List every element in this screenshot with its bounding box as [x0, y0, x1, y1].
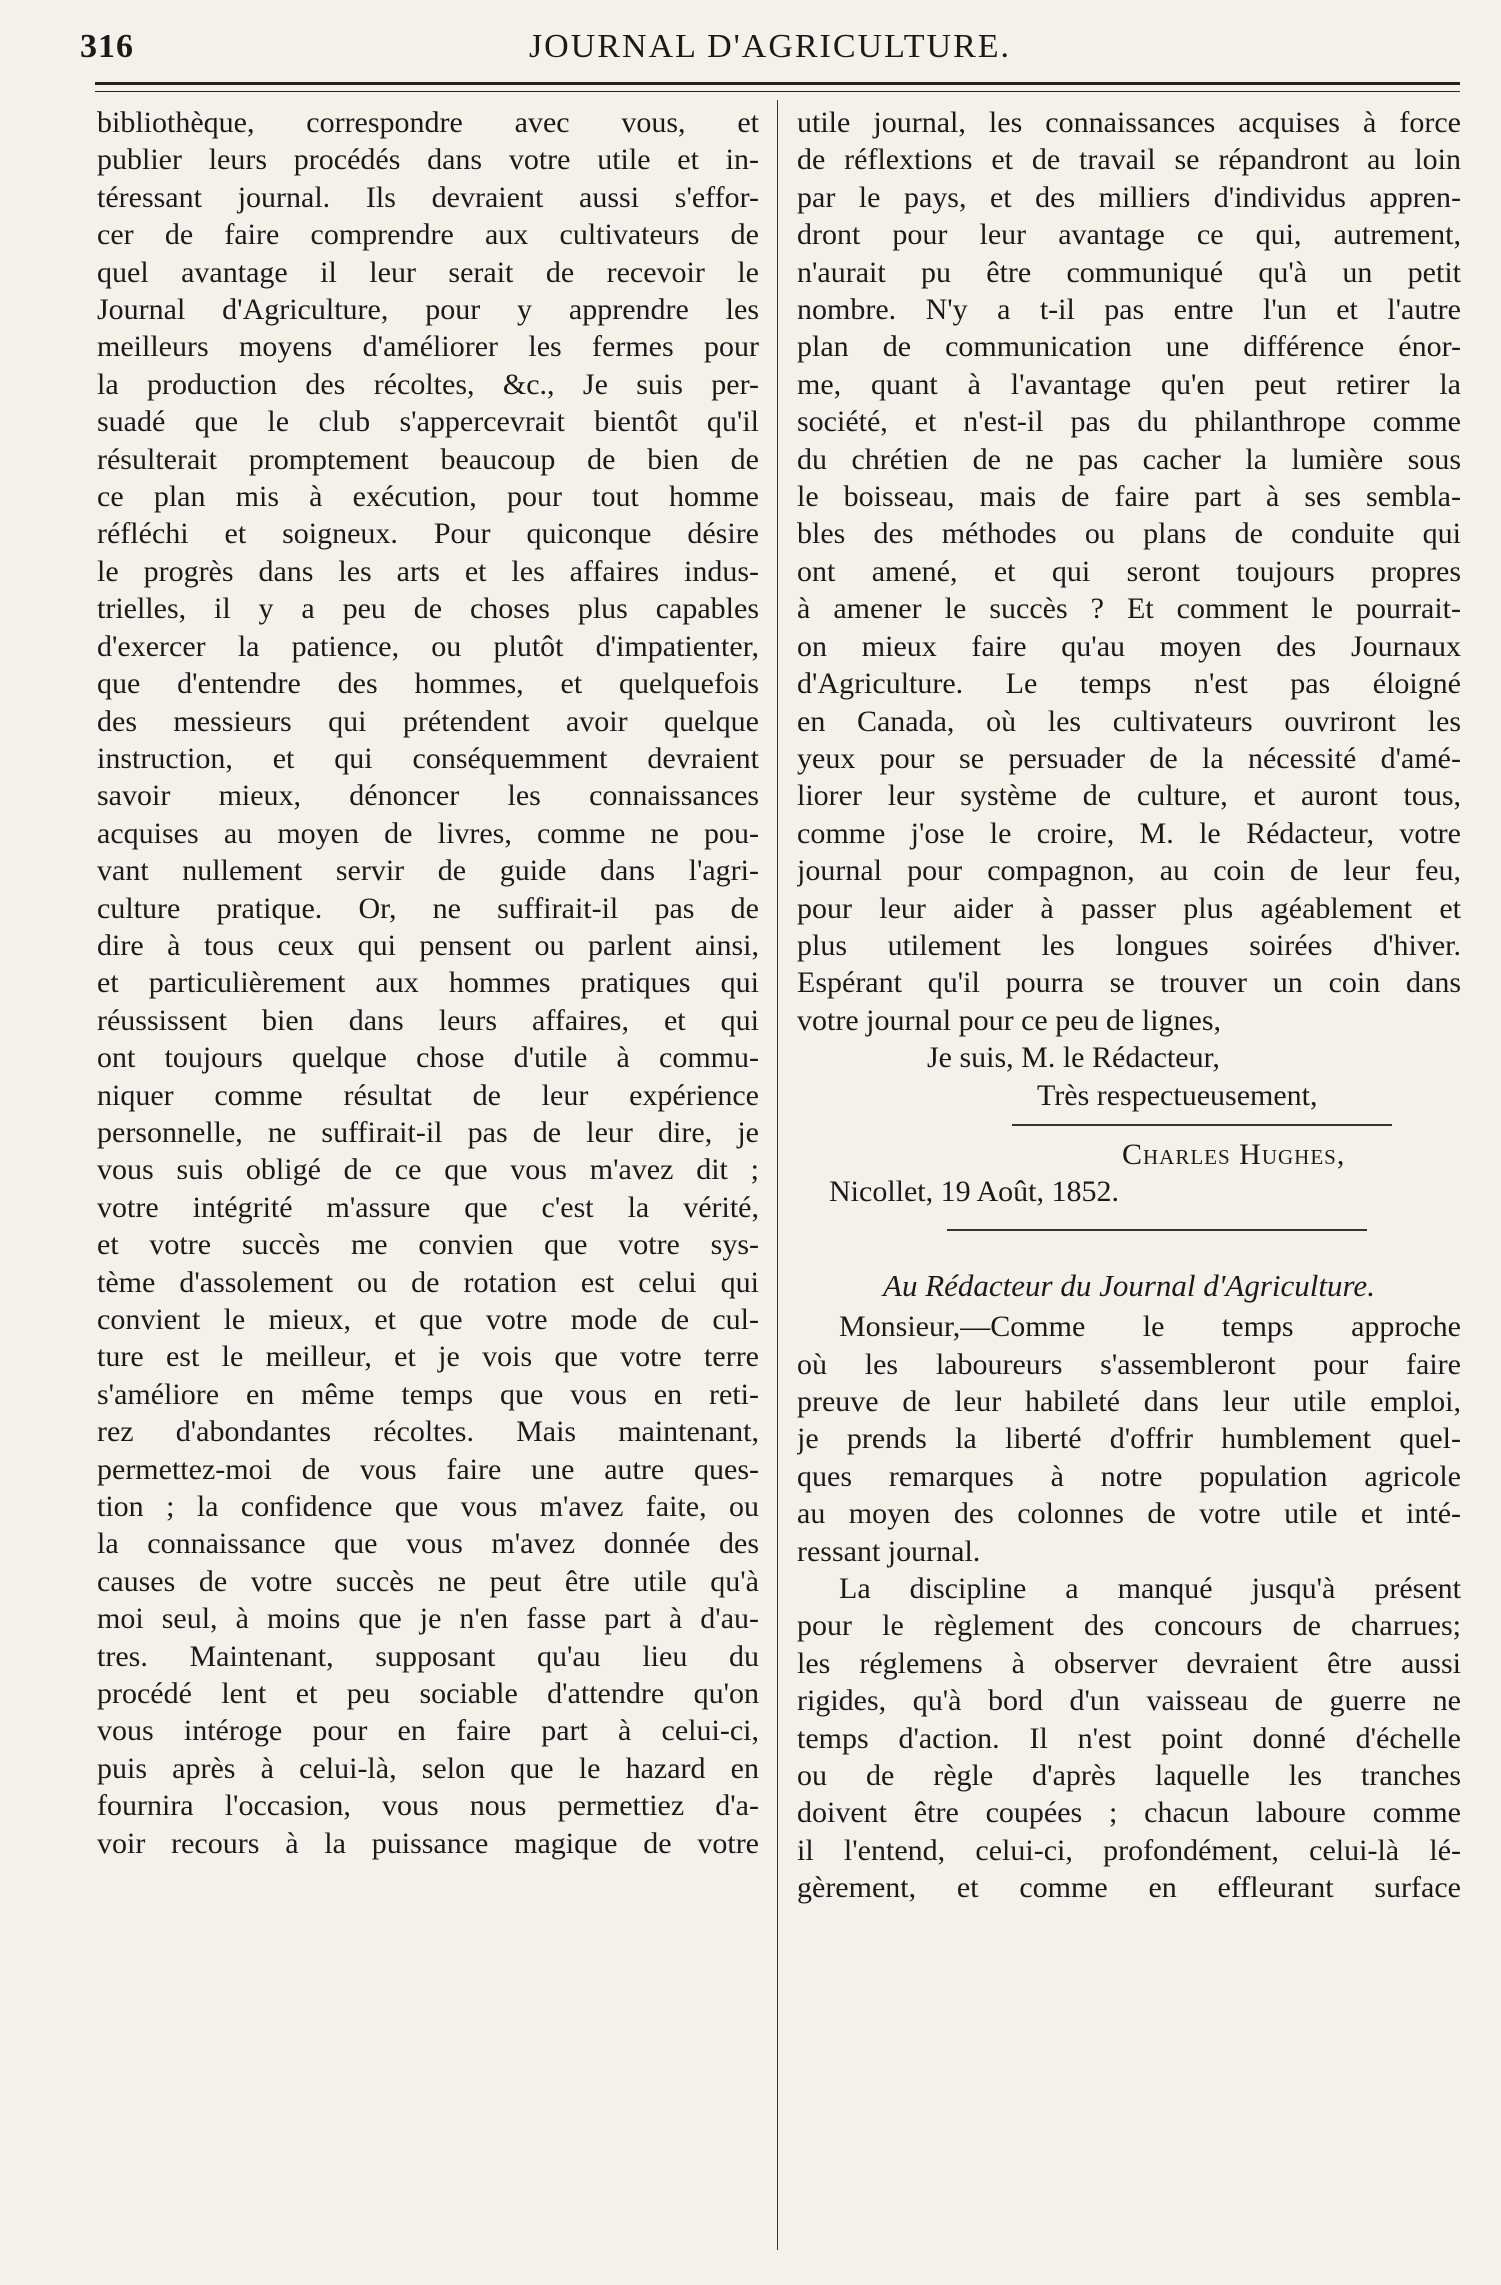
text-line: les réglemens à observer devraient être aussi — [797, 1646, 1461, 1680]
text-line: moi seul, à moins que je n'en fasse part à d'au- — [97, 1602, 759, 1636]
text-line: causes de votre succès ne peut être utile qu'à — [97, 1564, 759, 1598]
text-line: Journal d'Agriculture, pour y apprendre les — [97, 293, 759, 327]
text-line: en Canada, où les cultivateurs ouvriront les — [797, 704, 1461, 738]
page-number: 316 — [80, 28, 134, 65]
signature-place-date: Nicollet, 19 Août, 1852. — [829, 1175, 1119, 1209]
text-line: rigides, qu'à bord d'un vaisseau de guerre ne — [797, 1684, 1461, 1718]
right-column — [797, 104, 1461, 1907]
text-line: je prends la liberté d'offrir humblement quel- — [797, 1422, 1461, 1456]
running-title: JOURNAL D'AGRICULTURE. — [528, 28, 1012, 65]
text-line: ce plan mis à exécution, pour tout homme — [97, 480, 759, 514]
left-column — [97, 104, 759, 1862]
text-line: d'Agriculture. Le temps n'est pas éloigné — [797, 667, 1461, 701]
text-line: suadé que le club s'appercevrait bientôt qu'il — [97, 405, 759, 439]
text-line: me, quant à l'avantage qu'en peut retirer la — [797, 367, 1461, 401]
text-line: fournira l'occasion, vous nous permettiez d'a- — [97, 1789, 759, 1823]
text-line: la production des récoltes, &c., Je suis per- — [97, 367, 759, 401]
text-line: culture pratique. Or, ne suffirait-il pas de — [97, 891, 759, 925]
text-line: dront pour leur avantage ce qui, autrement, — [797, 218, 1461, 252]
text-line: quel avantage il leur serait de recevoir le — [97, 255, 759, 289]
text-line: preuve de leur habileté dans leur utile emploi, — [797, 1385, 1461, 1418]
text-line: dire à tous ceux qui pensent ou parlent ainsi, — [97, 928, 759, 962]
text-line: instruction, et qui conséquemment devraient — [97, 741, 759, 775]
text-line: plus utilement les longues soirées d'hiver. — [797, 928, 1461, 962]
text-line: permettez-moi de vous faire une autre ques- — [97, 1452, 759, 1486]
text-line: on mieux faire qu'au moyen des Journaux — [797, 629, 1461, 663]
text-line: le boisseau, mais de faire part à ses sembla- — [797, 480, 1461, 514]
text-line: des messieurs qui prétendent avoir quelque — [97, 704, 759, 738]
text-line: société, et n'est-il pas du philanthrope comme — [797, 405, 1461, 439]
text-line: il l'entend, celui-ci, profondément, celui-là lé- — [797, 1833, 1461, 1867]
header-rule — [95, 82, 1460, 92]
text-line: convient le mieux, et que votre mode de cul- — [97, 1303, 759, 1336]
section-divider — [947, 1229, 1367, 1231]
text-line: tion ; la confidence que vous m'avez faite, ou — [97, 1490, 759, 1524]
signature-respect: Très respectueusement, — [1037, 1078, 1318, 1112]
text-line: Espérant qu'il pourra se trouver un coin dans — [797, 966, 1461, 1000]
text-line: ont toujours quelque chose d'utile à commu- — [97, 1041, 759, 1075]
text-line: trielles, il y a peu de choses plus capables — [97, 592, 759, 626]
text-line: acquises au moyen de livres, comme ne pou- — [97, 816, 759, 850]
text-line: ture est le meilleur, et je vois que votre terre — [97, 1340, 759, 1374]
text-line: votre intégrité m'assure que c'est la vérité, — [97, 1190, 759, 1224]
text-line: liorer leur système de culture, et auront tous, — [797, 779, 1461, 813]
text-line: du chrétien de ne pas cacher la lumière sous — [797, 442, 1461, 476]
text-line: pour le règlement des concours de charrues; — [797, 1609, 1461, 1643]
text-line: publier leurs procédés dans votre utile et in- — [97, 143, 759, 177]
text-line: ont amené, et qui seront toujours propres — [797, 554, 1461, 588]
text-line: tres. Maintenant, supposant qu'au lieu du — [97, 1639, 759, 1673]
text-line: que d'entendre des hommes, et quelquefois — [97, 667, 759, 701]
text-line: yeux pour se persuader de la nécessité d'amé- — [797, 741, 1461, 775]
text-line: bles des méthodes ou plans de conduite qui — [797, 517, 1461, 551]
text-line: voir recours à la puissance magique de votre — [97, 1826, 759, 1860]
text-line: utile journal, les connaissances acquises à force — [797, 106, 1461, 139]
text-line: ques remarques à notre population agricole — [797, 1459, 1461, 1493]
text-line: doivent être coupées ; chacun laboure comme — [797, 1796, 1461, 1830]
text-line: d'exercer la patience, ou plutôt d'impatienter, — [97, 629, 759, 663]
text-line: et particulièrement aux hommes pratiques qui — [97, 966, 759, 1000]
text-line: de réflextions et de travail se répandront au loin — [797, 143, 1461, 177]
text-line: à amener le succès ? Et comment le pourrait- — [797, 592, 1461, 626]
text-line: plan de communication une différence énor- — [797, 330, 1461, 364]
text-line: temps d'action. Il n'est point donné d'échelle — [797, 1721, 1461, 1755]
text-line: s'améliore en même temps que vous en reti- — [97, 1377, 759, 1411]
text-line: n'aurait pu être communiqué qu'à un petit — [797, 255, 1461, 289]
text-line: par le pays, et des milliers d'individus appren- — [797, 180, 1461, 214]
text-line: au moyen des colonnes de votre utile et inté- — [797, 1497, 1461, 1531]
text-line: téressant journal. Ils devraient aussi s'effor- — [97, 180, 759, 214]
text-line: La discipline a manqué jusqu'à présent — [839, 1572, 1461, 1606]
text-line: meilleurs moyens d'améliorer les fermes pour — [97, 330, 759, 364]
text-line: vous suis obligé de ce que vous m'avez dit ; — [97, 1153, 759, 1187]
text-line: procédé lent et peu sociable d'attendre qu'on — [97, 1677, 759, 1711]
text-line: résulterait promptement beaucoup de bien de — [97, 442, 759, 476]
text-line: rez d'abondantes récoltes. Mais maintenant, — [97, 1415, 759, 1449]
text-line: personnelle, ne suffirait-il pas de leur dire, je — [97, 1115, 759, 1149]
text-line: réussissent bien dans leurs affaires, et qui — [97, 1003, 759, 1037]
text-line: bibliothèque, correspondre avec vous, et — [97, 106, 759, 139]
text-line: la connaissance que vous m'avez donnée des — [97, 1527, 759, 1561]
text-line: savoir mieux, dénoncer les connaissances — [97, 779, 759, 813]
text-line: niquer comme résultat de leur expérience — [97, 1078, 759, 1112]
text-line: cer de faire comprendre aux cultivateurs de — [97, 218, 759, 252]
text-line: journal pour compagnon, au coin de leur feu, — [797, 854, 1461, 888]
text-line: ressant journal. — [797, 1534, 981, 1568]
text-line: tème d'assolement ou de rotation est celui qui — [97, 1265, 759, 1299]
text-line: réfléchi et soigneux. Pour quiconque désire — [97, 517, 759, 551]
text-line: et votre succès me convien que votre sys- — [97, 1228, 759, 1262]
signature-rule — [1012, 1124, 1392, 1126]
signature-name: Charles Hughes, — [1122, 1137, 1346, 1171]
text-line: gèrement, et comme en effleurant surface — [797, 1871, 1461, 1905]
text-line: votre journal pour ce peu de lignes, — [797, 1003, 1222, 1037]
text-line: puis après à celui-là, selon que le hazard en — [97, 1751, 759, 1785]
text-line: ou de règle d'après laquelle les tranches — [797, 1759, 1461, 1793]
text-line: vous intéroge pour en faire part à celui-ci, — [97, 1714, 759, 1748]
text-line: Monsieur,—Comme le temps approche — [839, 1310, 1461, 1344]
text-line: nombre. N'y a t-il pas entre l'un et l'autre — [797, 293, 1461, 327]
text-line: comme j'ose le croire, M. le Rédacteur, votre — [797, 816, 1461, 850]
page-header — [80, 28, 1460, 84]
text-line: le progrès dans les arts et les affaires indus- — [97, 554, 759, 588]
letter-heading: Au Rédacteur du Journal d'Agriculture. — [883, 1267, 1375, 1303]
column-divider — [777, 100, 778, 2250]
signature-block — [797, 1039, 1461, 1211]
text-line: pour leur aider à passer plus agéablement et — [797, 891, 1461, 925]
text-line: vant nullement servir de guide dans l'agri- — [97, 854, 759, 888]
signature-closing: Je suis, M. le Rédacteur, — [927, 1041, 1220, 1075]
text-line: où les laboureurs s'assembleront pour faire — [797, 1347, 1461, 1381]
